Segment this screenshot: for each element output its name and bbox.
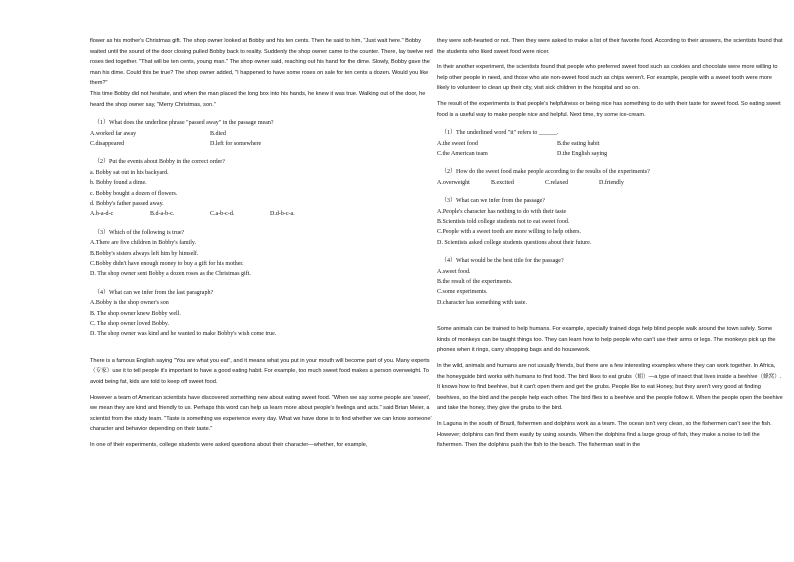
event-item: b. Bobby found a dime.	[90, 180, 147, 187]
option-a[interactable]: A.People's character has nothing to do with their taste	[437, 208, 567, 215]
passage-paragraph: Some animals can be trained to help humans. For example, specially trained dogs help blind people walk around the town safely. Some kinds of monkeys can be taught things too. They can learn how to help people who can't use their arms or legs. The monkeys pick up the phones when it rings, carry shopping bags and do housework.	[437, 326, 776, 354]
option-row	[90, 129, 436, 139]
question-stem: （3）What can we infer from the passage?	[441, 198, 545, 205]
option-c[interactable]: C.disappeared	[90, 140, 125, 147]
option-row	[437, 139, 783, 149]
option-c[interactable]: C. The shop owner loved Bobby.	[90, 321, 169, 328]
option-d[interactable]: D.the English saying	[557, 150, 608, 157]
option-row	[90, 209, 436, 219]
question-stem: （4）What would be the best title for the passage?	[441, 258, 564, 265]
passage-paragraph: The result of the experiments is that people's helpfulness or being nice has something to do with their taste for sweet food. So eating sweet food is a useful way to make people nice and helpful. Next time, try some ice-cream.	[437, 100, 781, 118]
left-column	[90, 36, 436, 451]
passage-paragraph: they were soft-hearted or not. Then they were asked to make a list of their favorite food. According to their answers, the scientists found that the students who liked sweet food were nicer.	[437, 38, 783, 55]
option-b[interactable]: B.Bobby's sisters always left him by himself.	[90, 250, 199, 257]
option-c[interactable]: C.People with a sweet tooth are more willing to help others.	[437, 229, 581, 236]
question-stem: （4）What can we infer from the last paragraph?	[94, 289, 214, 296]
option-c[interactable]: C.Bobby didn't have enough money to buy a gift for his mother.	[90, 261, 244, 268]
option-d[interactable]: D.d-b-c-a.	[270, 211, 295, 218]
option-b[interactable]: B.excited	[491, 179, 514, 186]
option-c[interactable]: C.the American team	[437, 150, 488, 157]
story-paragraph: This time Bobby did not hesitate, and when the man placed the long box into his hands, he knew it was true. Walking out of the door, he heard the shop owner say, "Merry Christmas, son."	[90, 90, 426, 108]
passage-paragraph: There is a famous English saying "You are what you eat", and it means what you put in your mouth will become part of you. Many experts（专家）use it to tell people it's important to have a good eating habit. For example, too much sweet food makes a person overweight. To avoid being fat, kids are told to keep off sweet food.	[90, 357, 430, 386]
option-b[interactable]: B.d-a-b-c.	[150, 211, 175, 218]
option-b[interactable]: B. The shop owner knew Bobby well.	[90, 310, 181, 317]
option-a[interactable]: A.the sweet food	[437, 140, 478, 147]
option-d[interactable]: D.friendly	[599, 179, 624, 186]
passage-paragraph: In Laguna in the south of Brazil, fishermen and dolphins work as a team. The ocean isn't very clean, so the fishermen can't see the fish. However; dolphins can find them easily by using sounds. When the dolphins find a large group of fish, they make a noise to tell the fishermen. Then the dolphins push the fish to the beach. The fisherman wait in the	[437, 421, 772, 449]
option-d[interactable]: D. The shop owner sent Bobby a dozen roses as the Christmas gift.	[90, 271, 251, 278]
passage-paragraph: In one of their experiments, college students were asked questions about their character—whether, for example,	[90, 442, 368, 449]
option-d[interactable]: D. The shop owner was kind and he wanted to make Bobby's wish come true.	[90, 331, 277, 338]
event-item: c. Bobby bought a dozen of flowers.	[90, 190, 178, 197]
option-a[interactable]: A.sweet food.	[437, 268, 471, 275]
option-a[interactable]: A.worked far away	[90, 130, 137, 137]
passage-paragraph: In the wild, animals and humans are not usually friends, but there are a few interesting examples where they can work together. In Africa, the honeyguide bird works with humans to find food. The bird likes to eat grubs（蛆）—a type of insect that lives inside a beehive（蜂窝）. It knows how to find beehive, but it can't open them and get the grubs. People like to eat Honey, but they aren't very good at finding beehives, so the bird and the people help each other. The bird flies to a beehive and the people follow it. When the people open the beehive and take the honey, they give the grubs to the bird.	[437, 363, 783, 412]
passage-paragraph: In their another experiment, the scientists found that people who preferred sweet food such as cookies and chocolate were more willing to help other people in need, and those who ate non-sweet food such as chips weren't. For example, people with a sweet tooth were more likely to volunteer to clean up their city, visit sick children in the hospital and so on.	[437, 64, 778, 92]
question-stem: （2）Put the events about Bobby in the correct order?	[94, 159, 225, 166]
event-item: d. Bobby's father passed away.	[90, 201, 164, 207]
option-d[interactable]: D.left for somewhere	[210, 140, 262, 147]
option-c[interactable]: C.relaxed	[545, 179, 569, 186]
option-b[interactable]: B.the result of the experiments.	[437, 279, 513, 286]
option-row	[437, 149, 783, 159]
option-b[interactable]: B.the eating habit	[557, 140, 600, 147]
question-stem: （1）The underlined word "it" refers to ______.	[441, 130, 559, 137]
right-column	[437, 36, 783, 451]
option-a[interactable]: A.There are five children in Bobby's family.	[90, 240, 196, 247]
option-c[interactable]: C.a-b-c-d.	[210, 211, 235, 218]
option-b[interactable]: B.died	[210, 130, 226, 137]
option-row	[90, 139, 436, 149]
option-c[interactable]: C.some experiments.	[437, 289, 488, 296]
question-stem: （1）What does the underline phrase "passed away" in the passage mean?	[94, 120, 274, 127]
option-d[interactable]: D. Scientists asked college students questions about their future.	[437, 239, 592, 246]
option-b[interactable]: B.Scientists told college students not to eat sweet food.	[437, 219, 570, 225]
question-stem: （3）Which of the following is true?	[94, 229, 185, 236]
question-stem: （2）How do the sweet food make people according to the results of the experiments?	[441, 169, 650, 176]
option-a[interactable]: A.Bobby is the shop owner's son	[90, 300, 169, 307]
option-d[interactable]: D.character has something with taste.	[437, 299, 527, 306]
option-a[interactable]: A.overweight	[437, 179, 470, 186]
option-a[interactable]: A.b-a-d-c	[90, 211, 114, 218]
passage-paragraph: However a team of American scientists have discovered something new about eating sweet food. "When we say some people are 'sweet', we mean they are kind and friendly to us. Perhaps this word can help us learn more about people's feelings and acts." said Brian Meier, a scientist from the study team. "Taste is something we experience every day. What we have done is to find whether we can know someone' character and behavior depending on their taste."	[90, 394, 432, 433]
story-paragraph: flower as his mother's Christmas gift. The shop owner looked at Bobby and his ten cents. Then he said to him, "Just wait here." Bobby waited until the sound of the door closing pulled Bobby back to reality. Suddenly the shop owner came to the counter. There, lay twelve red roses tied together. "That will be ten cents, young man." The shop owner said, reaching out his hand for the dime. Slowly, Bobby gave the man his dime. Could this be true? The shop owner added, "I happened to have some roses on sale for ten cents a dozen. Would you like them?"	[90, 38, 433, 87]
option-row	[437, 178, 783, 188]
event-item: a. Bobby sat out in his backyard.	[90, 169, 169, 176]
